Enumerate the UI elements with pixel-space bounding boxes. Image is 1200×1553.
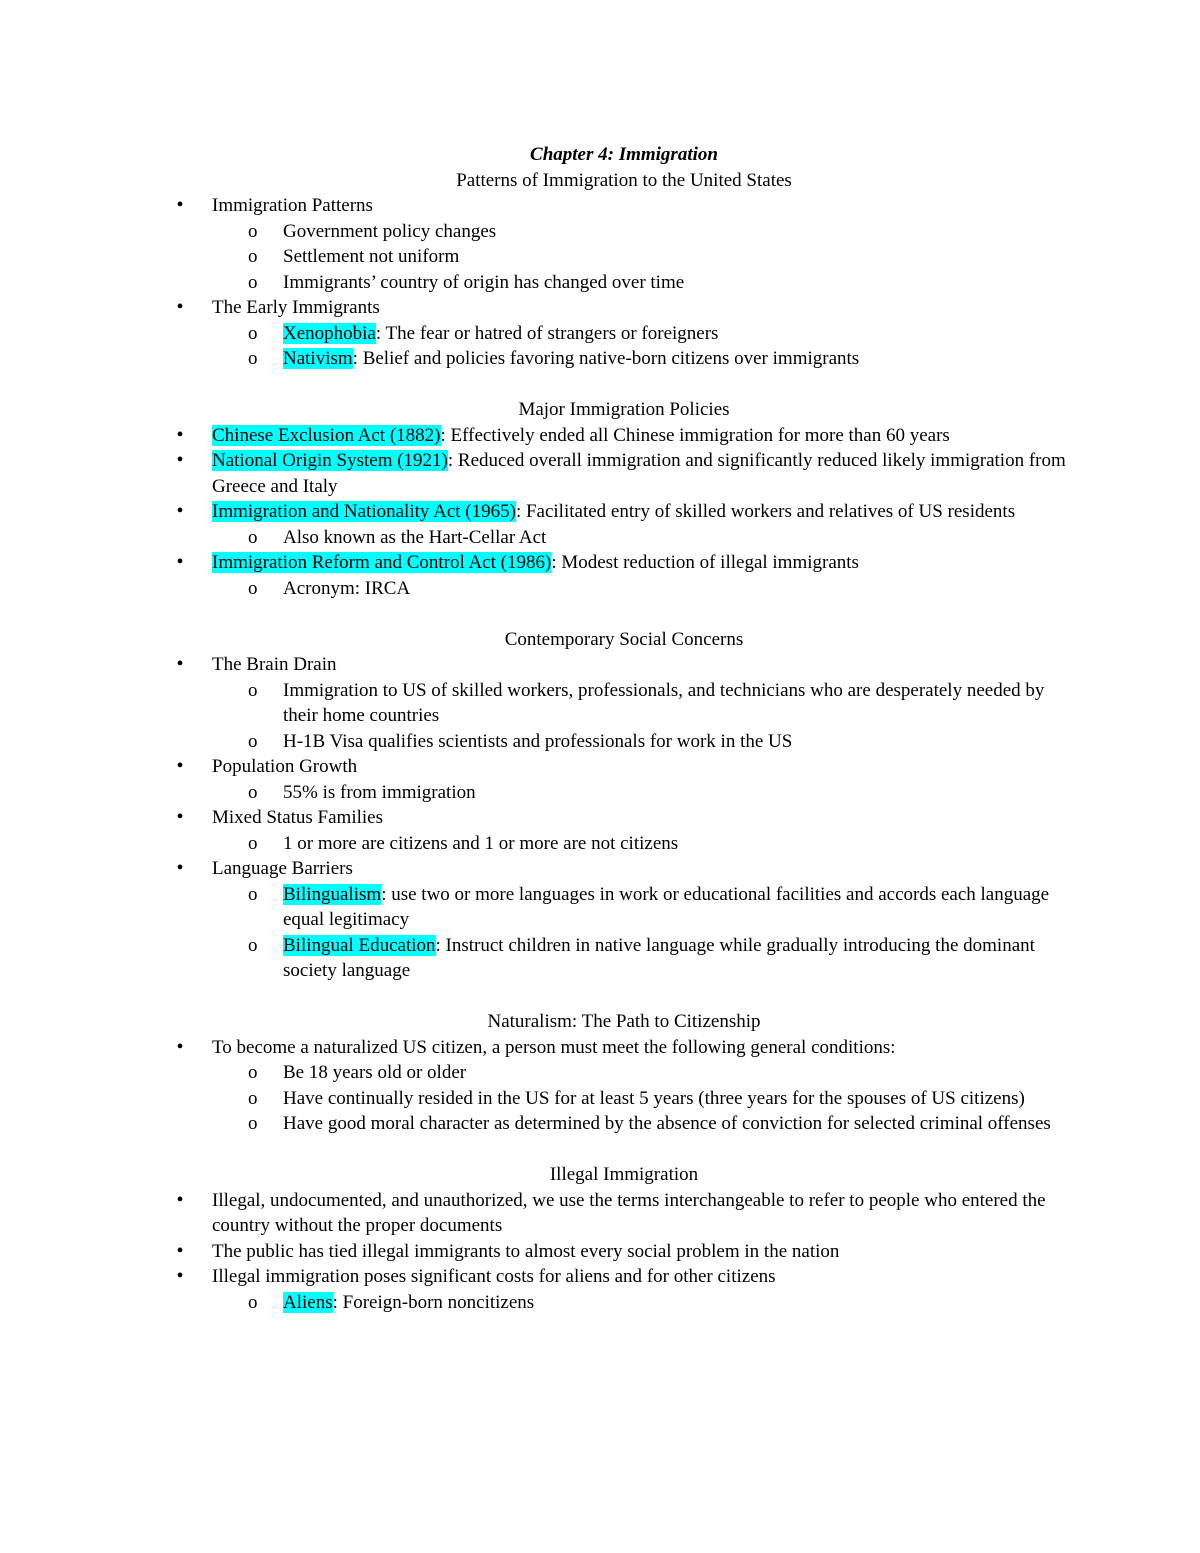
section-list-concerns: [174, 652, 1074, 984]
bullet-marker: •: [176, 449, 184, 471]
bullet-marker: •: [176, 1035, 184, 1058]
item-text: Acronym: IRCA: [283, 577, 411, 599]
item-text: Population Growth: [212, 756, 358, 777]
highlighted-term: Chinese Exclusion Act (1882): [212, 424, 441, 446]
section-list-policies: [174, 423, 1074, 602]
list-item: [174, 295, 1074, 321]
bullet-marker: •: [176, 1239, 184, 1262]
list-item: [174, 1264, 1074, 1290]
item-text: Language Barriers: [212, 858, 353, 879]
section-heading-patterns: Patterns of Immigration to the United States: [456, 169, 792, 191]
sub-list-item: [174, 346, 1074, 372]
term-definition: : Instruct children in native language while gradually introducing the dominant society language: [283, 934, 1035, 981]
term-definition: : Modest reduction of illegal immigrants: [551, 552, 859, 573]
item-text: Have good moral character as determined by the absence of conviction for selected criminal offenses: [283, 1113, 1051, 1134]
bullet-marker: •: [176, 500, 184, 522]
sub-bullet-marker: o: [248, 934, 258, 956]
highlighted-term: Xenophobia: [283, 322, 376, 344]
bullet-marker: •: [176, 423, 184, 446]
sub-list-item: [174, 882, 1074, 933]
sub-bullet-marker: o: [248, 1087, 258, 1109]
item-text: Mixed Status Families: [212, 807, 383, 828]
sub-bullet-marker: o: [248, 271, 258, 293]
blank-line: [174, 984, 1074, 1010]
bullet-marker: •: [176, 806, 184, 828]
sub-bullet-marker: o: [248, 1062, 258, 1083]
blank-line: [174, 1137, 1074, 1163]
blank-line: [174, 601, 1074, 627]
list-item: [174, 193, 1074, 219]
highlighted-term: Immigration and Nationality Act (1965): [212, 501, 516, 522]
highlighted-term: Bilingual Education: [283, 934, 436, 956]
item-text: Illegal immigration poses significant costs for aliens and for other citizens: [212, 1266, 776, 1287]
sub-list-item: [174, 780, 1074, 806]
list-item: [174, 805, 1074, 831]
item-text: Government policy changes: [283, 220, 497, 242]
term-definition: : Effectively ended all Chinese immigration for more than 60 years: [440, 424, 950, 446]
item-text: The Early Immigrants: [212, 297, 380, 318]
sub-list-item: [174, 321, 1074, 347]
sub-list-item: [174, 831, 1074, 857]
item-text: To become a naturalized US citizen, a person must meet the following general conditions:: [212, 1036, 896, 1058]
sub-list-item: [174, 244, 1074, 270]
list-item: [174, 856, 1074, 882]
list-item: [174, 499, 1074, 525]
term-definition: : The fear or hatred of strangers or foreigners: [375, 322, 719, 344]
sub-bullet-marker: o: [248, 246, 258, 267]
highlighted-term: Immigration Reform and Control Act (1986): [212, 552, 552, 573]
highlighted-term: Aliens: [283, 1291, 333, 1313]
sub-bullet-marker: o: [248, 781, 258, 803]
term-definition: : Reduced overall immigration and significantly reduced likely immigration from Greece and Italy: [212, 450, 1066, 497]
sub-list-item: [174, 525, 1074, 551]
item-text: Be 18 years old or older: [283, 1062, 467, 1083]
list-item: [174, 1239, 1074, 1265]
term-definition: : use two or more languages in work or educational facilities and accords each language equal legitimacy: [283, 883, 1050, 930]
item-text: Settlement not uniform: [283, 246, 460, 267]
blank-line: [174, 372, 1074, 398]
sub-bullet-marker: o: [248, 730, 258, 752]
item-text: 55% is from immigration: [283, 781, 476, 803]
bullet-marker: •: [176, 1265, 184, 1287]
list-item: [174, 1188, 1074, 1239]
sub-list-item: [174, 1290, 1074, 1316]
sub-bullet-marker: o: [248, 832, 258, 854]
bullet-marker: •: [176, 653, 184, 675]
sub-list-item: [174, 219, 1074, 245]
sub-list-item: [174, 1111, 1074, 1137]
highlighted-term: Bilingualism: [283, 883, 382, 905]
sub-bullet-marker: o: [248, 883, 258, 905]
highlighted-term: National Origin System (1921): [212, 450, 448, 471]
item-text: Immigration Patterns: [212, 195, 373, 216]
sub-list-item: [174, 576, 1074, 602]
term-definition: : Facilitated entry of skilled workers and relatives of US residents: [515, 501, 1016, 522]
item-text: Also known as the Hart-Cellar Act: [283, 526, 547, 548]
bullet-marker: •: [176, 755, 184, 777]
sub-bullet-marker: o: [248, 526, 258, 548]
bullet-marker: •: [176, 194, 184, 216]
item-text: H-1B Visa qualifies scientists and professionals for work in the US: [283, 730, 793, 752]
sub-bullet-marker: o: [248, 322, 258, 344]
section-heading-naturalism: Naturalism: The Path to Citizenship: [487, 1011, 761, 1032]
sub-bullet-marker: o: [248, 1291, 258, 1313]
list-item: [174, 754, 1074, 780]
item-text: Immigration to US of skilled workers, professionals, and technicians who are desperately needed by their home countries: [283, 679, 1045, 726]
sub-bullet-marker: o: [248, 1113, 258, 1134]
bullet-marker: •: [176, 857, 184, 879]
item-text: Illegal, undocumented, and unauthorized, we use the terms interchangeable to refer to people who entered the country without the proper documents: [212, 1189, 1046, 1236]
sub-list-item: [174, 1060, 1074, 1086]
page-title: Chapter 4: Immigration: [530, 144, 718, 165]
sub-bullet-marker: o: [248, 679, 258, 701]
sub-bullet-marker: o: [248, 577, 258, 599]
section-heading-illegal: Illegal Immigration: [549, 1164, 699, 1185]
sub-list-item: [174, 933, 1074, 984]
item-text: The Brain Drain: [212, 654, 337, 675]
item-text: Immigrants’ country of origin has changed over time: [283, 271, 685, 293]
sub-list-item: [174, 678, 1074, 729]
term-definition: : Belief and policies favoring native-born citizens over immigrants: [352, 348, 860, 369]
list-item: [174, 448, 1074, 499]
bullet-marker: •: [176, 551, 184, 573]
item-text: 1 or more are citizens and 1 or more are not citizens: [283, 832, 679, 854]
section-list-illegal: [174, 1188, 1074, 1316]
term-definition: : Foreign-born noncitizens: [332, 1291, 535, 1313]
sub-bullet-marker: o: [248, 220, 258, 242]
section-heading-policies: Major Immigration Policies: [518, 399, 730, 420]
sub-list-item: [174, 1086, 1074, 1112]
list-item: [174, 550, 1074, 576]
item-text: Have continually resided in the US for at least 5 years (three years for the spouses of US citizens): [283, 1087, 1025, 1109]
item-text: The public has tied illegal immigrants to almost every social problem in the nation: [212, 1240, 840, 1262]
sub-bullet-marker: o: [248, 348, 258, 369]
sub-list-item: [174, 270, 1074, 296]
highlighted-term: Nativism: [283, 348, 353, 369]
list-item: [174, 1035, 1074, 1061]
section-heading-concerns: Contemporary Social Concerns: [504, 628, 744, 650]
section-list-patterns: [174, 193, 1074, 372]
sub-list-item: [174, 729, 1074, 755]
list-item: [174, 652, 1074, 678]
bullet-marker: •: [176, 296, 184, 318]
bullet-marker: •: [176, 1188, 184, 1211]
document-body: [174, 142, 1074, 1315]
section-list-naturalism: [174, 1035, 1074, 1137]
list-item: [174, 423, 1074, 449]
